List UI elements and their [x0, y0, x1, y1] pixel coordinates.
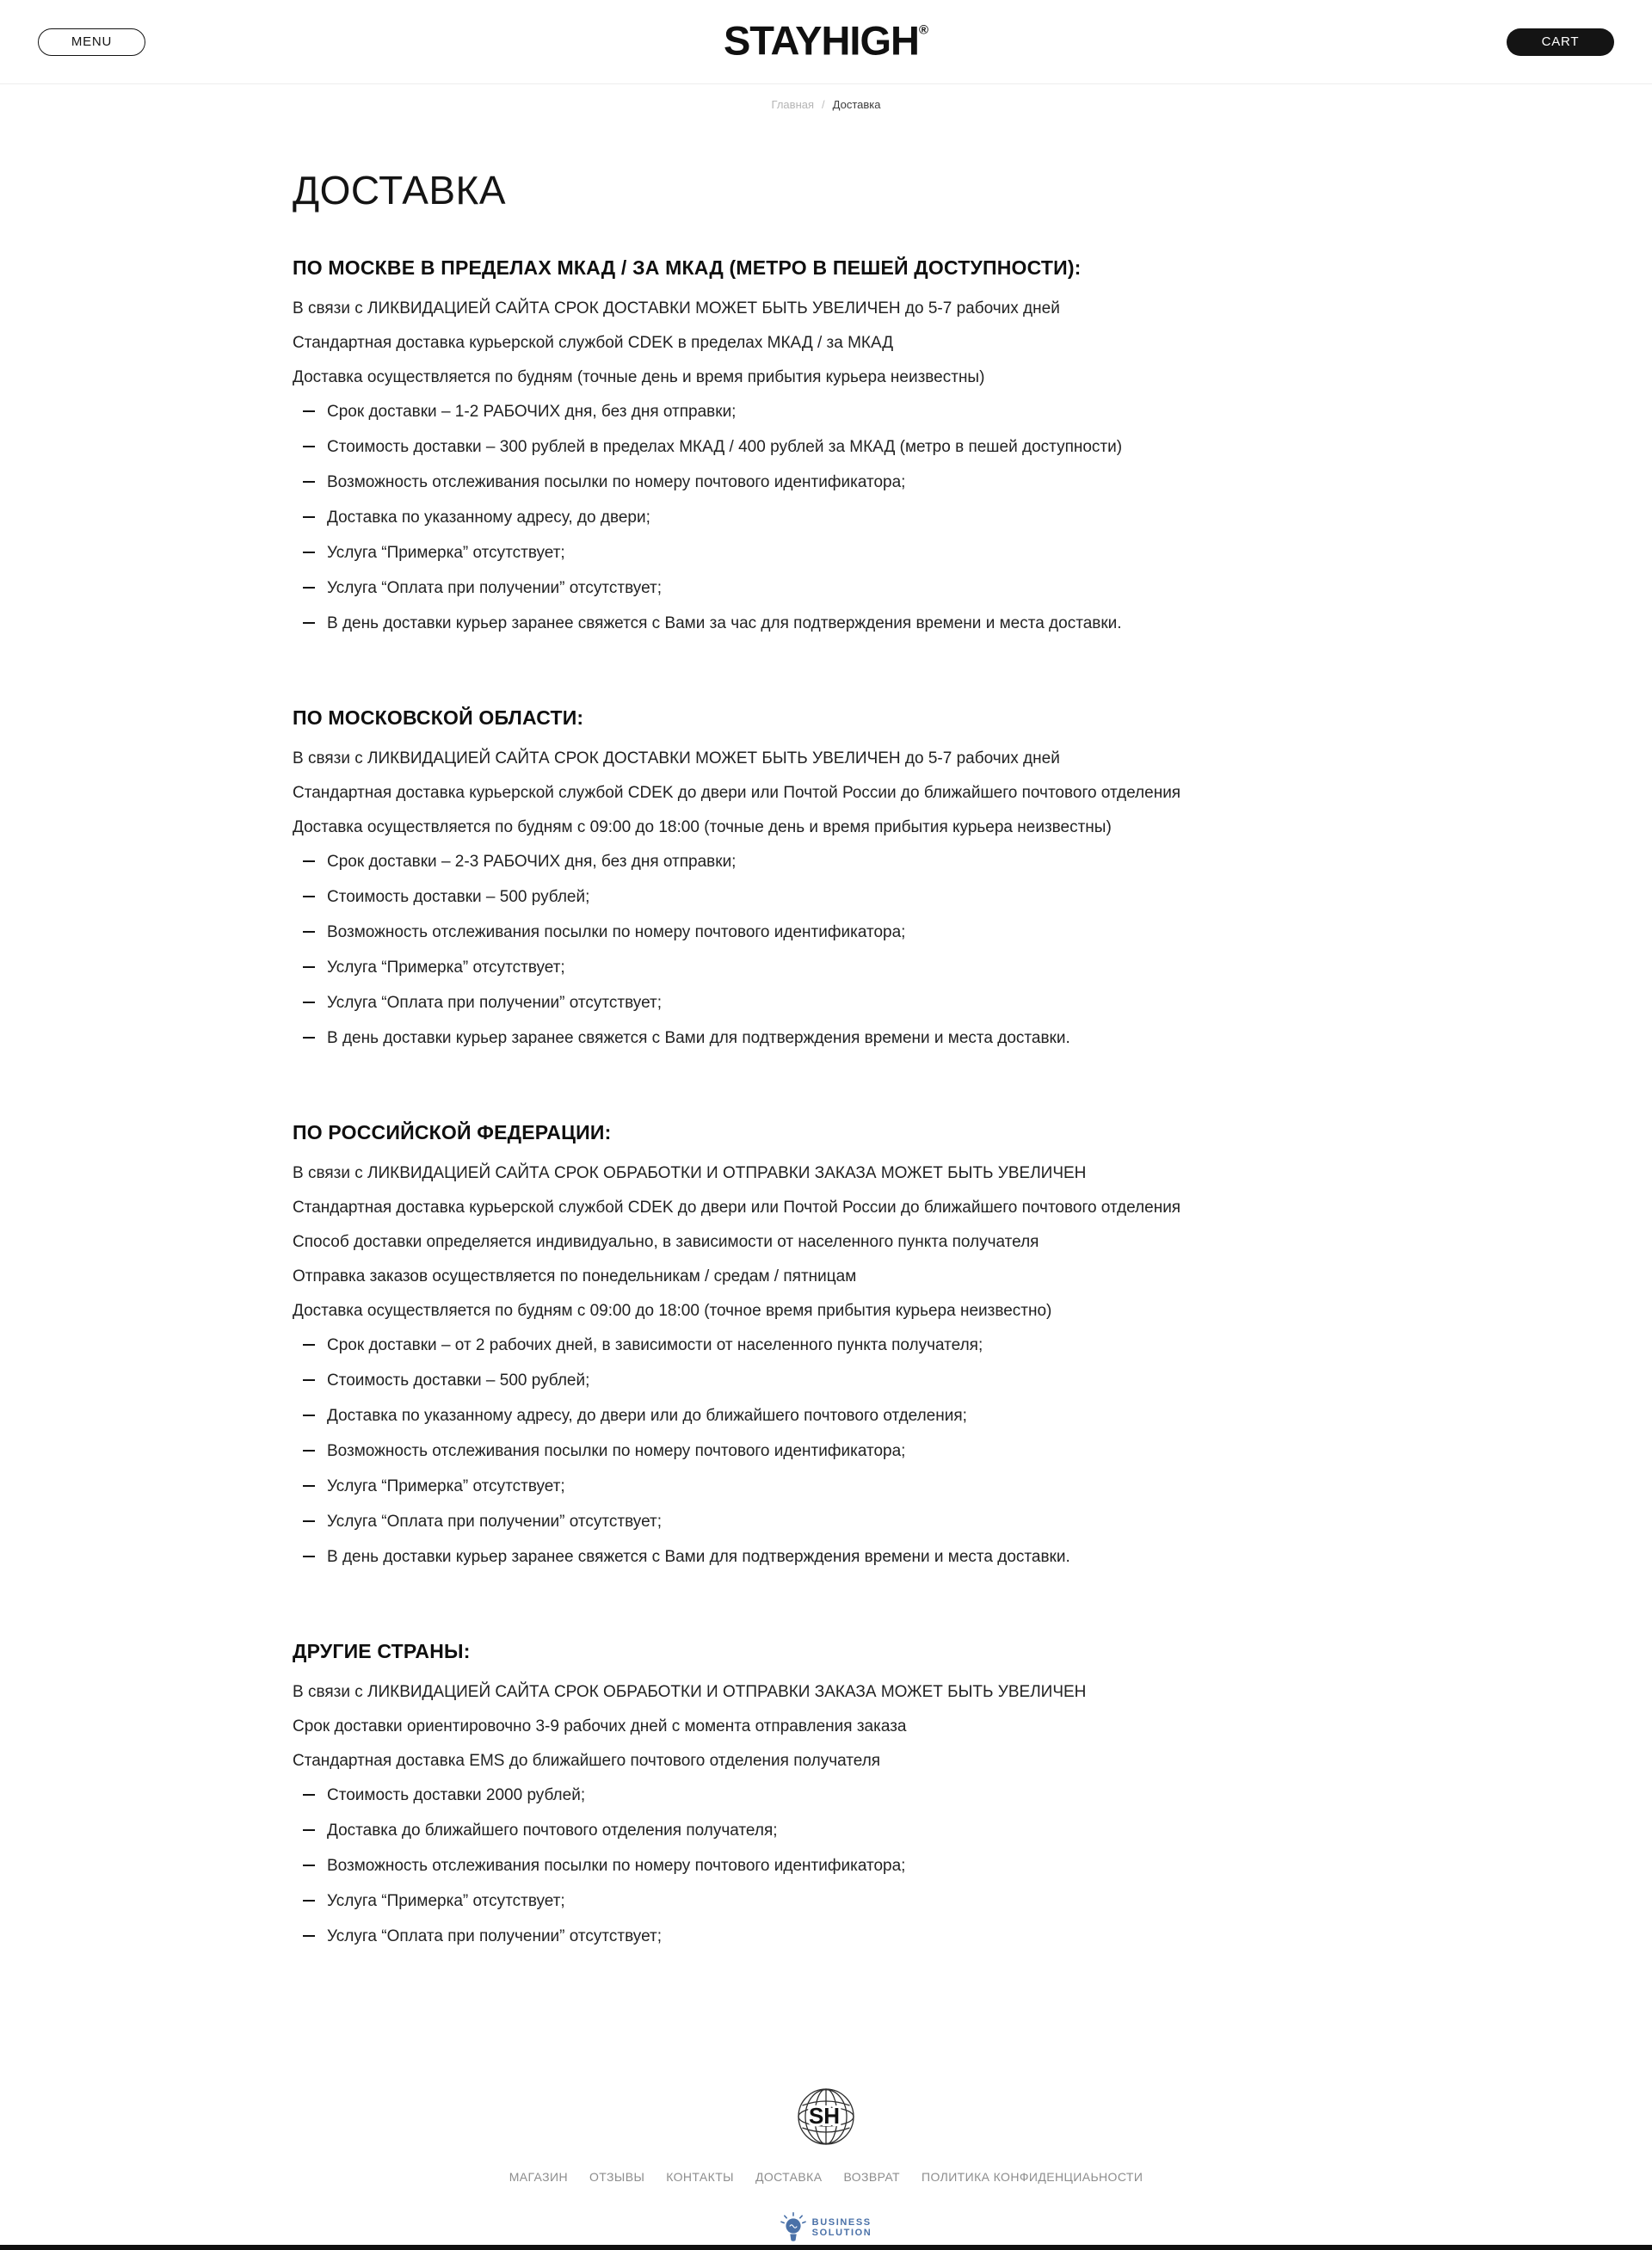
bullet-text: Стоимость доставки – 500 рублей; — [327, 1372, 590, 1390]
badge-text — [812, 2217, 872, 2239]
bullet-list — [293, 852, 1359, 1048]
dash-icon — [303, 516, 315, 518]
delivery-section — [293, 1639, 1359, 1946]
cart-button[interactable]: CART — [1507, 28, 1614, 56]
footer-nav — [0, 2170, 1652, 2184]
main-content — [293, 168, 1359, 1946]
dash-icon — [303, 410, 315, 412]
dash-icon — [303, 1379, 315, 1381]
bullet-list — [293, 1785, 1359, 1946]
bullet-item — [303, 1476, 1359, 1496]
bullet-item — [303, 958, 1359, 977]
bullet-text: Срок доставки – от 2 рабочих дней, в зависимости от населенного пункта получателя; — [327, 1336, 983, 1354]
section-paragraph: Стандартная доставка EMS до ближайшего почтового отделения получателя — [293, 1752, 881, 1770]
site-header — [0, 0, 1652, 84]
breadcrumb-current: Доставка — [832, 98, 881, 111]
bullet-item — [303, 1785, 1359, 1805]
bullet-text: Услуга “Оплата при получении” отсутствует; — [327, 579, 662, 597]
section-heading: ПО РОССИЙСКОЙ ФЕДЕРАЦИИ: — [293, 1121, 612, 1143]
section-paragraph: Доставка осуществляется по будням с 09:00 до 18:00 (точное время прибытия курьера неизвестно) — [293, 1302, 1052, 1320]
site-logo[interactable] — [724, 16, 928, 64]
bullet-item — [303, 1512, 1359, 1532]
bullet-item — [303, 472, 1359, 492]
delivery-section — [293, 706, 1359, 1048]
dash-icon — [303, 860, 315, 862]
bullet-item — [303, 1028, 1359, 1048]
bullet-item — [303, 887, 1359, 907]
footer-link[interactable]: ПОЛИТИКА КОНФИДЕНЦИАЬНОСТИ — [922, 2170, 1143, 2184]
bullet-text: Срок доставки – 2-3 РАБОЧИХ дня, без дня отправки; — [327, 853, 737, 871]
bullet-text: Услуга “Примерка” отсутствует; — [327, 1477, 565, 1495]
section-paragraph: В связи с ЛИКВИДАЦИЕЙ САЙТА СРОК ОБРАБОТКИ И ОТПРАВКИ ЗАКАЗА МОЖЕТ БЫТЬ УВЕЛИЧЕН — [293, 1164, 1087, 1182]
dash-icon — [303, 1485, 315, 1487]
bullet-item — [303, 1891, 1359, 1911]
bullet-text: Услуга “Примерка” отсутствует; — [327, 1892, 565, 1910]
bullet-text: Стоимость доставки 2000 рублей; — [327, 1786, 586, 1804]
bullet-item — [303, 402, 1359, 422]
section-paragraph: Отправка заказов осуществляется по понедельникам / средам / пятницам — [293, 1267, 857, 1285]
bullet-item — [303, 613, 1359, 633]
dash-icon — [303, 1344, 315, 1346]
dash-icon — [303, 1520, 315, 1522]
dash-icon — [303, 1037, 315, 1039]
bullet-text: Стоимость доставки – 500 рублей; — [327, 888, 590, 906]
bullet-text: Услуга “Оплата при получении” отсутствует; — [327, 1513, 662, 1531]
bullet-text: В день доставки курьер заранее свяжется с Вами для подтверждения времени и места доставки. — [327, 1029, 1070, 1047]
dash-icon — [303, 896, 315, 897]
bullet-text: В день доставки курьер заранее свяжется с Вами для подтверждения времени и места доставки. — [327, 1548, 1070, 1566]
bullet-item — [303, 1821, 1359, 1840]
footer-link[interactable]: ОТЗЫВЫ — [589, 2170, 645, 2184]
footer-link[interactable]: МАГАЗИН — [509, 2170, 568, 2184]
section-paragraph: В связи с ЛИКВИДАЦИЕЙ САЙТА СРОК ДОСТАВКИ МОЖЕТ БЫТЬ УВЕЛИЧЕН до 5-7 рабочих дней — [293, 749, 1060, 767]
section-paragraph: Доставка осуществляется по будням (точные день и время прибытия курьера неизвестны) — [293, 368, 985, 386]
bullet-text: Доставка до ближайшего почтового отделения получателя; — [327, 1822, 778, 1840]
dash-icon — [303, 1794, 315, 1796]
business-solution-badge[interactable] — [0, 2212, 1652, 2243]
bullet-item — [303, 1371, 1359, 1390]
bullet-text: Услуга “Оплата при получении” отсутствует; — [327, 994, 662, 1012]
bullet-text: Возможность отслеживания посылки по номеру почтового идентификатора; — [327, 1442, 906, 1460]
page-title: ДОСТАВКА — [293, 168, 507, 213]
dash-icon — [303, 1865, 315, 1866]
badge-line2: SOLUTION — [811, 2228, 872, 2238]
breadcrumb-separator: / — [822, 98, 825, 111]
lightbulb-icon — [780, 2212, 806, 2243]
bullet-item — [303, 543, 1359, 563]
footer-link[interactable]: ДОСТАВКА — [755, 2170, 823, 2184]
dash-icon — [303, 1556, 315, 1557]
badge-line1: BUSINESS — [811, 2216, 872, 2228]
footer-link[interactable]: ВОЗВРАТ — [843, 2170, 901, 2184]
bullet-item — [303, 508, 1359, 527]
section-paragraph: В связи с ЛИКВИДАЦИЕЙ САЙТА СРОК ДОСТАВКИ МОЖЕТ БЫТЬ УВЕЛИЧЕН до 5-7 рабочих дней — [293, 299, 1060, 317]
bullet-text: Доставка по указанному адресу, до двери или до ближайшего почтового отделения; — [327, 1407, 967, 1425]
dash-icon — [303, 1450, 315, 1452]
bullet-item — [303, 1926, 1359, 1946]
dash-icon — [303, 552, 315, 553]
sections — [293, 256, 1359, 1946]
bullet-item — [303, 1406, 1359, 1426]
bullet-text: Срок доставки – 1-2 РАБОЧИХ дня, без дня отправки; — [327, 403, 737, 421]
bottom-bar — [0, 2245, 1652, 2250]
breadcrumb — [0, 84, 1652, 111]
bullet-item — [303, 1856, 1359, 1876]
bullet-item — [303, 922, 1359, 942]
bullet-list — [293, 1335, 1359, 1567]
dash-icon — [303, 1935, 315, 1937]
bullet-text: Возможность отслеживания посылки по номеру почтового идентификатора; — [327, 473, 906, 491]
delivery-section — [293, 1120, 1359, 1567]
dash-icon — [303, 1900, 315, 1902]
section-heading: ПО МОСКВЕ В ПРЕДЕЛАХ МКАД / ЗА МКАД (МЕТРО В ПЕШЕЙ ДОСТУПНОСТИ): — [293, 256, 1082, 279]
dash-icon — [303, 1002, 315, 1003]
section-paragraph: Срок доставки ориентировочно 3-9 рабочих дней с момента отправления заказа — [293, 1717, 907, 1735]
bullet-text: Доставка по указанному адресу, до двери; — [327, 509, 650, 527]
registered-mark-icon: ® — [918, 22, 929, 37]
globe-monogram: SH — [808, 2103, 841, 2129]
section-paragraph: Стандартная доставка курьерской службой CDEK до двери или Почтой России до ближайшего почтового отделения — [293, 1199, 1181, 1217]
breadcrumb-home-link[interactable]: Главная — [771, 98, 815, 111]
dash-icon — [303, 1829, 315, 1831]
bullet-text: Услуга “Примерка” отсутствует; — [327, 959, 565, 977]
dash-icon — [303, 1415, 315, 1416]
bullet-text: Услуга “Примерка” отсутствует; — [327, 544, 565, 562]
bullet-text: Услуга “Оплата при получении” отсутствует; — [327, 1927, 662, 1945]
dash-icon — [303, 622, 315, 624]
bullet-text: Стоимость доставки – 300 рублей в пределах МКАД / 400 рублей за МКАД (метро в пешей доступности) — [327, 438, 1123, 456]
delivery-section — [293, 256, 1359, 633]
bullet-item — [303, 1335, 1359, 1355]
dash-icon — [303, 931, 315, 933]
dash-icon — [303, 446, 315, 447]
section-heading: ДРУГИЕ СТРАНЫ: — [293, 1640, 471, 1662]
bullet-list — [293, 402, 1359, 633]
dash-icon — [303, 966, 315, 968]
section-paragraph: Доставка осуществляется по будням с 09:00 до 18:00 (точные день и время прибытия курьера неизвестны) — [293, 818, 1112, 836]
bullet-item — [303, 437, 1359, 457]
logo-text: STAYHIGH — [723, 16, 919, 63]
bullet-item — [303, 993, 1359, 1013]
section-heading: ПО МОСКОВСКОЙ ОБЛАСТИ: — [293, 706, 584, 729]
section-paragraph: В связи с ЛИКВИДАЦИЕЙ САЙТА СРОК ОБРАБОТКИ И ОТПРАВКИ ЗАКАЗА МОЖЕТ БЫТЬ УВЕЛИЧЕН — [293, 1683, 1087, 1701]
bullet-item — [303, 1547, 1359, 1567]
dash-icon — [303, 481, 315, 483]
menu-button[interactable]: MENU — [38, 28, 145, 56]
bullet-item — [303, 578, 1359, 598]
globe-logo-icon[interactable] — [795, 2085, 857, 2147]
bullet-item — [303, 852, 1359, 872]
section-paragraph: Стандартная доставка курьерской службой CDEK в пределах МКАД / за МКАД — [293, 334, 894, 352]
footer-link[interactable]: КОНТАКТЫ — [666, 2170, 734, 2184]
site-footer — [0, 2085, 1652, 2243]
bullet-item — [303, 1441, 1359, 1461]
bullet-text: Возможность отслеживания посылки по номеру почтового идентификатора; — [327, 1857, 906, 1875]
bullet-text: В день доставки курьер заранее свяжется с Вами за час для подтверждения времени и места доставки. — [327, 614, 1122, 632]
dash-icon — [303, 587, 315, 589]
section-paragraph: Способ доставки определяется индивидуально, в зависимости от населенного пункта получателя — [293, 1233, 1039, 1251]
section-paragraph: Стандартная доставка курьерской службой CDEK до двери или Почтой России до ближайшего почтового отделения — [293, 784, 1181, 802]
bullet-text: Возможность отслеживания посылки по номеру почтового идентификатора; — [327, 923, 906, 941]
